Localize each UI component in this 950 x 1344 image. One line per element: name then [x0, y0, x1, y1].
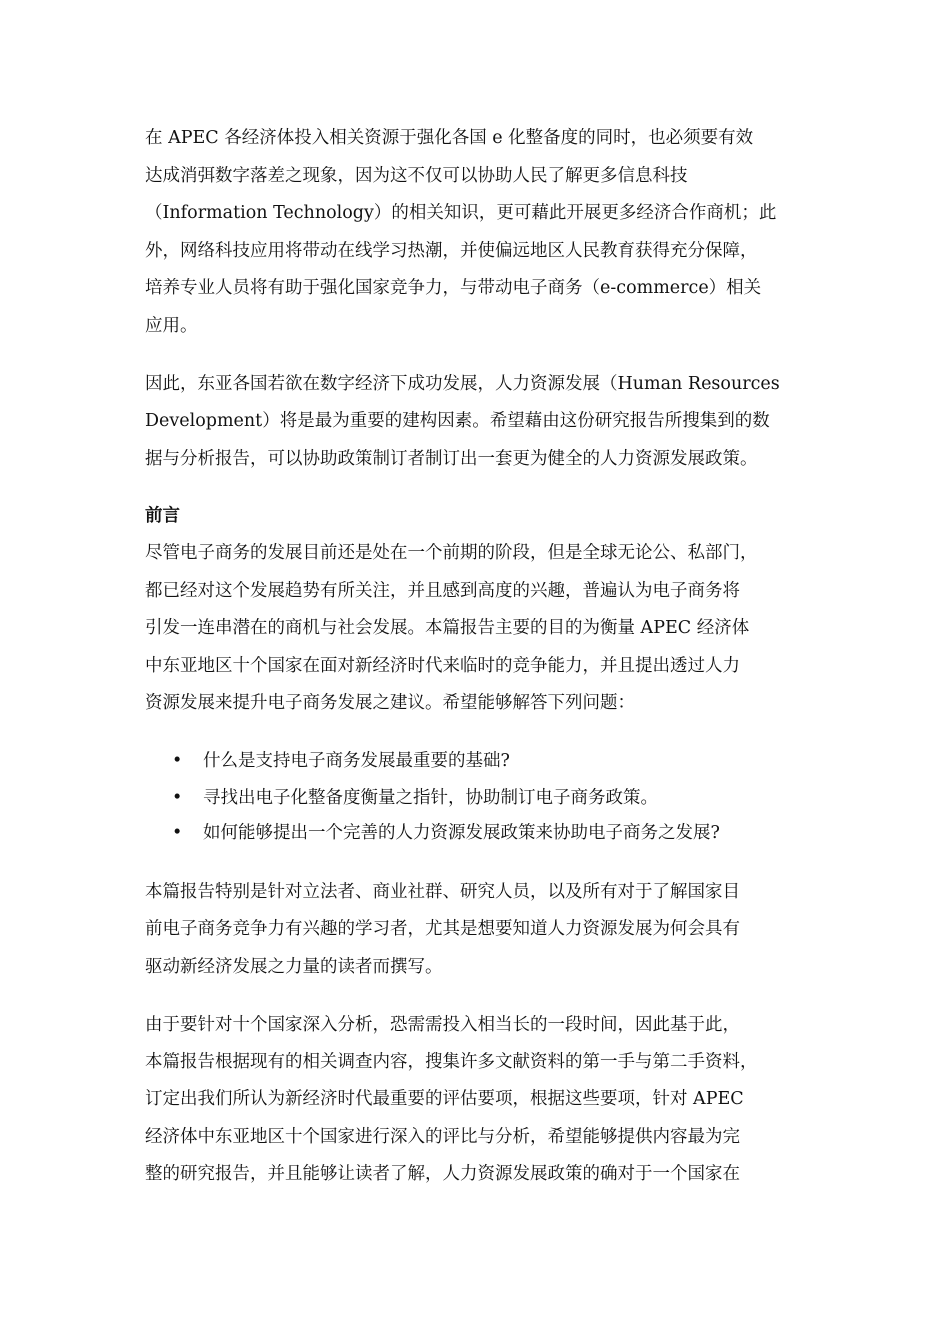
section-heading-preface: 前言	[145, 506, 180, 526]
text-line: Development）将是最为重要的建构因素。希望藉由这份研究报告所搜集到的数	[145, 411, 770, 431]
text-line: 在 APEC 各经济体投入相关资源于强化各国 e 化整备度的同时，也必须要有效	[145, 128, 754, 148]
text-line: 应用。	[145, 316, 198, 336]
text-line: 都已经对这个发展趋势有所关注，并且感到高度的兴趣，普遍认为电子商务将	[145, 581, 740, 601]
bullet-icon: •	[172, 823, 183, 843]
list-item-text: 寻找出电子化整备度衡量之指针，协助制订电子商务政策。	[203, 788, 658, 808]
list-item-text: 什么是支持电子商务发展最重要的基础?	[203, 751, 510, 771]
list-item-text: 如何能够提出一个完善的人力资源发展政策来协助电子商务之发展?	[203, 823, 720, 843]
text-line: 前电子商务竞争力有兴趣的学习者，尤其是想要知道人力资源发展为何会具有	[145, 919, 740, 939]
text-line: 中东亚地区十个国家在面对新经济时代来临时的竞争能力，并且提出透过人力	[145, 656, 740, 676]
text-line: 资源发展来提升电子商务发展之建议。希望能够解答下列问题：	[145, 693, 635, 713]
text-line: 本篇报告特别是针对立法者、商业社群、研究人员，以及所有对于了解国家目	[145, 882, 740, 902]
text-line: 因此，东亚各国若欲在数字经济下成功发展，人力资源发展（Human Resources	[145, 374, 780, 394]
bullet-icon: •	[172, 751, 183, 771]
text-line: （Information Technology）的相关知识，更可藉此开展更多经济合作商机；此	[145, 203, 777, 223]
text-line: 尽管电子商务的发展目前还是处在一个前期的阶段，但是全球无论公、私部门，	[145, 543, 758, 563]
text-line: 经济体中东亚地区十个国家进行深入的评比与分析，希望能够提供内容最为完	[145, 1127, 740, 1147]
text-line: 整的研究报告，并且能够让读者了解，人力资源发展政策的确对于一个国家在	[145, 1164, 740, 1184]
text-line: 订定出我们所认为新经济时代最重要的评估要项，根据这些要项，针对 APEC	[145, 1089, 744, 1109]
text-line: 达成消弭数字落差之现象，因为这不仅可以协助人民了解更多信息科技	[145, 166, 688, 186]
text-line: 本篇报告根据现有的相关调查内容，搜集许多文献资料的第一手与第二手资料，	[145, 1052, 758, 1072]
bullet-icon: •	[172, 788, 183, 808]
text-line: 外，网络科技应用将带动在线学习热潮，并使偏远地区人民教育获得充分保障，	[145, 241, 758, 261]
text-line: 驱动新经济发展之力量的读者而撰写。	[145, 957, 443, 977]
text-line: 引发一连串潜在的商机与社会发展。本篇报告主要的目的为衡量 APEC 经济体	[145, 618, 750, 638]
text-line: 由于要针对十个国家深入分析，恐需需投入相当长的一段时间，因此基于此，	[145, 1015, 740, 1035]
text-line: 培养专业人员将有助于强化国家竞争力，与带动电子商务（e-commerce）相关	[145, 278, 762, 298]
text-line: 据与分析报告，可以协助政策制订者制订出一套更为健全的人力资源发展政策。	[145, 449, 758, 469]
